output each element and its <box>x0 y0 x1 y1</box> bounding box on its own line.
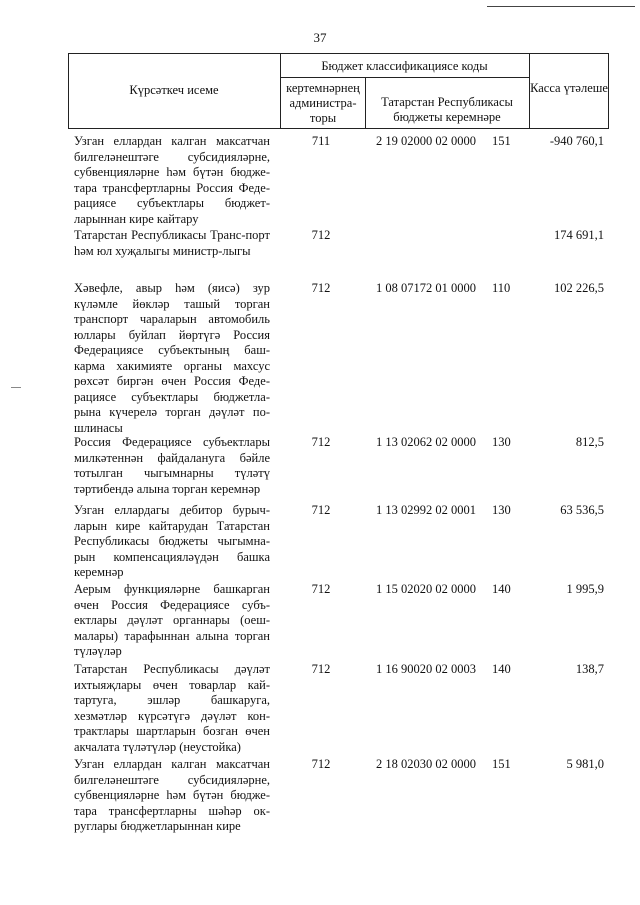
row-code: 1 13 02992 02 0001 <box>376 503 476 517</box>
header-cash-execution: Касса үтәлеше <box>530 81 608 95</box>
header-revenue-code: Татарстан Республикасы бюджеты керемнәре <box>381 95 513 124</box>
row-name: Аерым функцияләрне башкарган өчен Россия Федерациясе субъ-ектлары дәүләт органнары (оеш-малары) тарафыннан алына торган түләүләр <box>74 582 270 658</box>
header-budget-code: Бюджет классификациясе коды <box>321 59 488 73</box>
row-amount: 102 226,5 <box>554 281 604 295</box>
row-code: 1 16 90020 02 0003 <box>376 662 476 676</box>
row-name: Татарстан Республикасы Транс-порт һәм юл хуҗалыгы министр-лыгы <box>74 228 270 258</box>
row-name: Узган еллардан калган максатчан билгеләнештәге субсидияләрне, субвенцияләрне һәм бүтән бюдже-тара трансфертларны шәһәр ок-руглары бюджетларыннан кире <box>74 757 270 833</box>
row-code: 1 15 02020 02 0000 <box>376 582 476 596</box>
row-subcode: 140 <box>492 662 511 676</box>
row-subcode: 140 <box>492 582 511 596</box>
header-indicator: Күрсәткеч исеме <box>129 83 219 97</box>
margin-mark <box>11 387 21 388</box>
row-name: Узган еллардагы дебитор бурыч-ларын кире кайтарудан Татарстан Республикасы бюджеты чыгымна-рын компенсацияләүдән башка керемнәр <box>74 503 270 579</box>
row-admin: 712 <box>311 757 331 771</box>
page-number: 37 <box>313 30 327 45</box>
row-amount: -940 760,1 <box>549 134 604 148</box>
row-code: 2 18 02030 02 0000 <box>376 757 476 771</box>
row-name: Хәвефле, авыр һәм (яисә) зур күләмле йөкләр ташый торган транспорт чараларын автомобиль юллары буйлап йөртүгә Россия Федерациясе субъектының баш-карма хакимияте органы махсус рөхсәт биргән өчен Россия Феде-рациясе субъектлары бюджетла-рына күчерелә торган дәүләт по-шлинасы <box>74 281 270 435</box>
row-admin: 712 <box>311 503 331 517</box>
row-admin: 711 <box>311 134 331 148</box>
row-admin: 712 <box>311 582 331 596</box>
row-subcode: 151 <box>492 134 511 148</box>
corner-rule <box>487 6 635 7</box>
row-admin: 712 <box>311 281 331 295</box>
row-amount: 1 995,9 <box>566 582 604 596</box>
row-subcode: 151 <box>492 757 511 771</box>
row-name: Узган еллардан калган максатчан билгеләнештәге субсидияләрне, субвенцияләрне һәм бүтән бюдже-тара трансфертларны Россия Феде-рациясе субъектлары бюджет-ларыннан кире кайтару <box>74 134 270 226</box>
row-amount: 5 981,0 <box>566 757 604 771</box>
row-admin: 712 <box>311 228 331 242</box>
row-code: 2 19 02000 02 0000 <box>376 134 476 148</box>
row-subcode: 130 <box>492 503 511 517</box>
row-admin: 712 <box>311 662 331 676</box>
row-admin: 712 <box>311 435 331 449</box>
row-name: Татарстан Республикасы дәүләт ихтыяҗлары өчен товарлар кай-тартуга, эшләр башкаруга, хезмәтләр күрсәтүгә дәүләт кон-трактлары шартларын бозган өчен акчалата түләтүләр (неустойка) <box>74 662 270 754</box>
header-divider <box>365 77 366 129</box>
header-divider <box>280 77 529 78</box>
row-name: Россия Федерациясе субъектлары милкәтеннән файдалануга бәйле тотылган чыгымнарны түләтү тәртибендә алына торган керемнәр <box>74 435 270 496</box>
row-amount: 174 691,1 <box>554 228 604 242</box>
row-subcode: 110 <box>492 281 511 295</box>
header-administrator: кертемнәрнең администра-торы <box>286 81 360 125</box>
row-amount: 812,5 <box>575 435 604 449</box>
row-amount: 138,7 <box>575 662 604 676</box>
row-amount: 63 536,5 <box>560 503 604 517</box>
row-code: 1 13 02062 02 0000 <box>376 435 476 449</box>
row-subcode: 130 <box>492 435 511 449</box>
row-code: 1 08 07172 01 0000 <box>376 281 476 295</box>
